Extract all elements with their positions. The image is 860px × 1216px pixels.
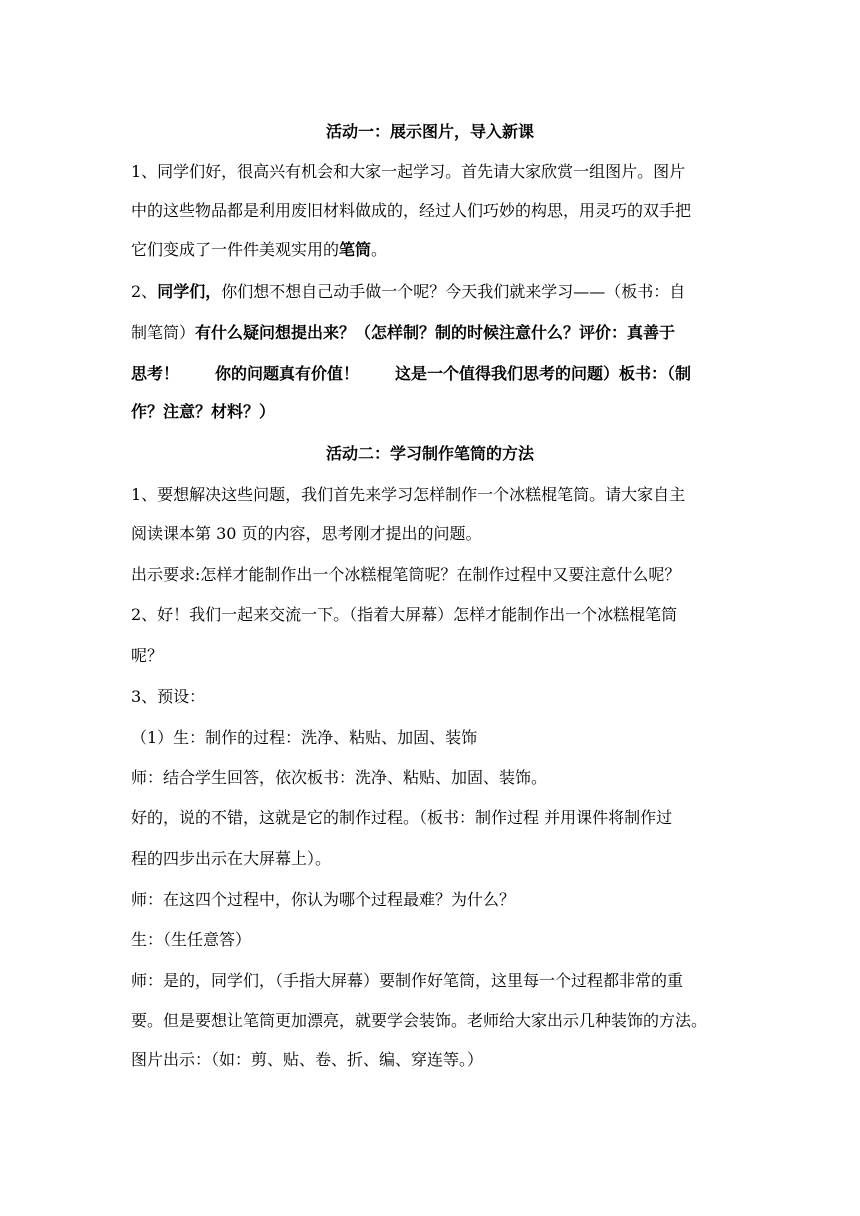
paragraph-line: 好的，说的不错，这就是它的制作过程。（板书：制作过程 并用课件将制作过 — [131, 808, 673, 827]
bold-text: 你的问题真有价值！ — [215, 364, 360, 383]
paragraph-line: 程的四步出示在大屏幕上）。 — [131, 849, 332, 868]
paragraph-line: 出示要求:怎样才能制作出一个冰糕棍笔筒呢？在制作过程中又要注意什么呢？ — [131, 565, 681, 584]
text-span: 2、 — [131, 282, 158, 301]
paragraph-line: 1、同学们好，很高兴有机会和大家一起学习。首先请大家欣赏一组图片。图片 — [131, 162, 686, 181]
bold-text: 同学们， — [157, 282, 222, 301]
paragraph-line: 呢？ — [131, 646, 164, 665]
paragraph-line: 要。但是要想让笔筒更加漂亮，就要学会装饰。老师给大家出示几种装饰的方法。 — [131, 1011, 708, 1030]
bold-text: 笔筒 — [339, 240, 372, 259]
paragraph-line: 作？注意？材料？） — [131, 402, 276, 421]
paragraph-line: 阅读课本第 30 页的内容，思考刚才提出的问题。 — [131, 524, 482, 543]
paragraph-line: 2、好！我们一起来交流一下。（指着大屏幕）怎样才能制作出一个冰糕棍笔筒 — [131, 605, 678, 624]
paragraph-line — [131, 364, 731, 384]
bold-text: 这是一个值得我们思考的问题）板书：（制 — [395, 364, 692, 383]
paragraph-line: 生：（生任意答） — [131, 930, 252, 949]
paragraph-line: （1）生：制作的过程：洗净、粘贴、加固、装饰 — [131, 728, 478, 747]
text-span: 它们变成了一件件美观实用的 — [131, 240, 340, 259]
bold-text: 思考！ — [131, 364, 180, 383]
paragraph-line — [131, 240, 731, 260]
paragraph-line: 师：结合学生回答，依次板书：洗净、粘贴、加固、装饰。 — [131, 768, 548, 787]
text-span: 你们想不想自己动手做一个呢？今天我们就来学习——（板书：自 — [221, 282, 686, 301]
paragraph-line: 图片出示：（如：剪、贴、卷、折、编、穿连等。） — [131, 1050, 484, 1069]
paragraph-line — [131, 323, 731, 343]
text-span: 制笔筒） — [131, 323, 196, 342]
paragraph-line: 师：是的，同学们，（手指大屏幕）要制作好笔筒，这里每一个过程都非常的重 — [131, 971, 684, 990]
bold-text: 有什么疑问想提出来？（怎样制？制的时候注意什么？评价：真善于 — [195, 323, 676, 342]
heading-activity-two: 活动二：学习制作笔筒的方法 — [325, 444, 534, 463]
paragraph-line: 师：在这四个过程中，你认为哪个过程最难？为什么？ — [131, 890, 516, 909]
paragraph-line — [131, 282, 731, 302]
paragraph-line: 1、要想解决这些问题，我们首先来学习怎样制作一个冰糕棍笔筒。请大家自主 — [131, 485, 686, 504]
paragraph-line: 3、预设： — [131, 687, 206, 706]
heading-activity-one: 活动一：展示图片，导入新课 — [325, 122, 534, 141]
text-span: 。 — [371, 240, 388, 259]
paragraph-line: 中的这些物品都是利用废旧材料做成的，经过人们巧妙的构思，用灵巧的双手把 — [131, 201, 692, 220]
